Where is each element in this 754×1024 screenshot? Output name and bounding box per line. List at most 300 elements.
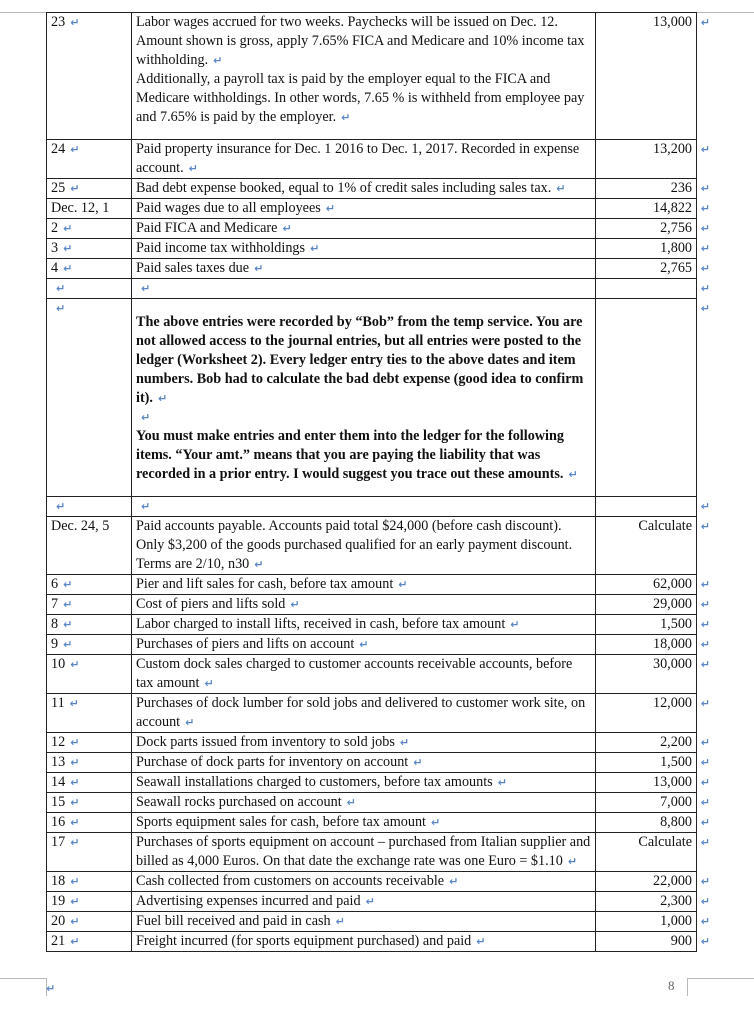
paragraph-mark: ↵ (70, 756, 80, 769)
amount-cell[interactable] (596, 179, 697, 199)
description-cell[interactable] (132, 813, 596, 833)
item-number-cell[interactable] (47, 140, 132, 179)
paragraph-mark: ↵ (70, 796, 80, 809)
paragraph-mark: ↵ (141, 282, 151, 295)
paragraph-mark: ↵ (70, 895, 80, 908)
amount-cell[interactable] (596, 13, 697, 140)
amount-cell[interactable] (596, 793, 697, 813)
row-end-mark: ↵ (700, 815, 710, 829)
paragraph-mark: ↵ (476, 935, 486, 948)
item-number-cell[interactable] (47, 733, 132, 753)
amount-value: 13,000 (652, 774, 692, 790)
paragraph-mark: ↵ (141, 411, 151, 424)
description-paragraph (136, 813, 591, 832)
table-row (47, 773, 697, 793)
table-row (47, 279, 697, 299)
row-end-mark: ↵ (700, 617, 710, 631)
item-number: 19 (51, 893, 66, 909)
item-number-cell[interactable] (47, 655, 132, 694)
table-row (47, 140, 697, 179)
item-number-cell[interactable] (47, 872, 132, 892)
amount-cell[interactable] (596, 773, 697, 793)
description-paragraph (136, 635, 591, 654)
item-number: 20 (51, 913, 66, 929)
row-end-mark: ↵ (700, 755, 710, 769)
paragraph-mark: ↵ (556, 182, 566, 195)
paragraph-mark: ↵ (70, 143, 80, 156)
table-row (47, 199, 697, 219)
row-end-mark: ↵ (700, 301, 710, 315)
transactions-table-body (47, 13, 697, 952)
paragraph-mark: ↵ (56, 282, 66, 295)
description-paragraph (136, 793, 591, 812)
item-number: 7 (51, 596, 59, 612)
amount-value: 1,800 (660, 240, 692, 256)
paragraph-mark: ↵ (282, 222, 292, 235)
row-end-mark: ↵ (700, 775, 710, 789)
description-text: Paid FICA and Medicare (136, 220, 278, 236)
amount-value: 7,000 (660, 794, 692, 810)
table-row (47, 733, 697, 753)
page-number: 8 (668, 978, 675, 993)
description-paragraph (136, 773, 591, 792)
table-row (47, 892, 697, 912)
row-end-mark: ↵ (700, 241, 710, 255)
item-number-cell[interactable] (47, 793, 132, 813)
description-text: Purchases of dock lumber for sold jobs and delivered to customer work site, on account (136, 695, 586, 730)
description-text: Sports equipment sales for cash, before tax amount (136, 814, 426, 830)
row-end-mark: ↵ (700, 142, 710, 156)
table-row (47, 299, 697, 497)
amount-cell[interactable] (596, 833, 697, 872)
item-number: 2 (51, 220, 59, 236)
paragraph-mark: ↵ (359, 638, 369, 651)
amount-value: 8,800 (660, 814, 692, 830)
table-row (47, 912, 697, 932)
row-end-mark: ↵ (700, 835, 710, 849)
description-text: Purchases of piers and lifts on account (136, 636, 355, 652)
paragraph-mark: ↵ (70, 16, 80, 29)
paragraph-mark: ↵ (70, 836, 80, 849)
amount-value: 1,500 (660, 616, 692, 632)
row-end-mark: ↵ (700, 221, 710, 235)
paragraph-mark: ↵ (325, 202, 336, 215)
description-paragraph (136, 408, 591, 427)
row-end-mark: ↵ (700, 577, 710, 591)
item-number-cell[interactable] (47, 517, 132, 575)
item-number-cell[interactable] (47, 833, 132, 872)
item-number-cell[interactable] (47, 892, 132, 912)
table-row (47, 932, 697, 952)
paragraph-mark: ↵ (568, 468, 578, 481)
item-number-cell[interactable] (47, 813, 132, 833)
table-row (47, 694, 697, 733)
amount-value: 236 (670, 180, 692, 196)
description-text: Advertising expenses incurred and paid (136, 893, 361, 909)
paragraph-mark: ↵ (254, 262, 264, 275)
paragraph-mark: ↵ (254, 558, 264, 571)
description-cell[interactable] (132, 833, 596, 872)
paragraph-mark: ↵ (63, 618, 73, 631)
amount-cell[interactable] (596, 615, 697, 635)
description-paragraph (136, 279, 591, 298)
paragraph-mark: ↵ (70, 736, 80, 749)
description-paragraph (136, 655, 591, 693)
paragraph-mark: ↵ (70, 658, 80, 671)
description-paragraph (136, 872, 591, 891)
amount-cell[interactable] (596, 813, 697, 833)
description-cell[interactable] (132, 497, 596, 517)
amount-cell[interactable] (596, 279, 697, 299)
row-end-mark: ↵ (700, 261, 710, 275)
item-number-cell[interactable] (47, 694, 132, 733)
bottom-margin-guide-right (687, 978, 754, 979)
row-end-mark: ↵ (700, 657, 710, 671)
description-paragraph (136, 13, 591, 70)
item-number: Dec. 12, 1 (51, 200, 110, 216)
item-number-cell[interactable] (47, 595, 132, 615)
paragraph-mark: ↵ (63, 222, 73, 235)
item-number: 15 (51, 794, 66, 810)
item-number-cell[interactable] (47, 615, 132, 635)
paragraph-mark: ↵ (70, 875, 80, 888)
table-row (47, 615, 697, 635)
item-number: 18 (51, 873, 66, 889)
description-paragraph (136, 517, 591, 574)
item-number: 14 (51, 774, 66, 790)
amount-cell[interactable] (596, 892, 697, 912)
description-cell[interactable] (132, 179, 596, 199)
row-end-mark: ↵ (700, 181, 710, 195)
amount-cell[interactable] (596, 299, 697, 497)
paragraph-mark: ↵ (567, 855, 578, 868)
item-number: 8 (51, 616, 59, 632)
row-end-mark: ↵ (700, 894, 710, 908)
row-end-mark: ↵ (700, 914, 710, 928)
paragraph-mark: ↵ (341, 111, 351, 124)
amount-cell[interactable] (596, 694, 697, 733)
paragraph-mark: ↵ (63, 638, 73, 651)
description-text: Seawall installations charged to customers, before tax amounts (136, 774, 493, 790)
table-row (47, 219, 697, 239)
bottom-right-vertical-guide (687, 978, 688, 996)
item-number: 25 (51, 180, 66, 196)
amount-cell[interactable] (596, 259, 697, 279)
row-end-mark: ↵ (700, 795, 710, 809)
item-number: 13 (51, 754, 66, 770)
paragraph-mark: ↵ (63, 598, 73, 611)
description-paragraph (136, 313, 591, 408)
amount-cell[interactable] (596, 517, 697, 575)
description-text: Paid income tax withholdings (136, 240, 306, 256)
description-cell[interactable] (132, 793, 596, 813)
item-number: 9 (51, 636, 59, 652)
description-paragraph (136, 497, 591, 516)
description-text: Labor charged to install lifts, received in cash, before tax amount (136, 616, 506, 632)
item-number-cell[interactable] (47, 199, 132, 219)
paragraph-mark: ↵ (335, 915, 345, 928)
amount-cell[interactable] (596, 872, 697, 892)
amount-value: 2,765 (660, 260, 692, 276)
item-number: 17 (51, 834, 66, 850)
table-row (47, 179, 697, 199)
description-cell[interactable] (132, 575, 596, 595)
amount-value: 13,000 (652, 14, 692, 30)
bottom-margin-guide-left (0, 978, 46, 979)
paragraph-mark: ↵ (70, 915, 80, 928)
item-number-cell[interactable] (47, 753, 132, 773)
amount-value: Calculate (638, 834, 692, 850)
description-cell[interactable] (132, 753, 596, 773)
description-text: Bad debt expense booked, equal to 1% of credit sales including sales tax. (136, 180, 552, 196)
paragraph-mark: ↵ (346, 796, 356, 809)
description-paragraph (136, 753, 591, 772)
item-number: 6 (51, 576, 59, 592)
item-number: 10 (51, 656, 66, 672)
description-paragraph (136, 694, 591, 732)
amount-cell[interactable] (596, 239, 697, 259)
table-row (47, 635, 697, 655)
amount-cell[interactable] (596, 199, 697, 219)
item-number-cell[interactable] (47, 299, 132, 497)
table-row (47, 517, 697, 575)
description-text: Custom dock sales charged to customer accounts receivable accounts, before tax amount (136, 656, 573, 691)
description-text: Purchases of sports equipment on account – purchased from Italian supplier and billed as 4,000 Euros. On that date the exchange rate was one Euro = $1.10 (136, 834, 591, 869)
description-paragraph (136, 595, 591, 614)
transactions-table (46, 12, 697, 952)
description-text: Additionally, a payroll tax is paid by the employer equal to the FICA and Medicare withholdings. In other words, 7.65 % is withheld from employee pay and 7.65% is paid by the employer. (136, 71, 585, 125)
paragraph-mark: ↵ (399, 736, 410, 749)
paragraph-mark: ↵ (510, 618, 520, 631)
amount-value: 13,200 (652, 141, 692, 157)
description-paragraph (136, 932, 591, 951)
description-cell[interactable] (132, 199, 596, 219)
description-paragraph (136, 140, 591, 178)
amount-cell[interactable] (596, 595, 697, 615)
description-paragraph (136, 70, 591, 127)
row-end-mark: ↵ (700, 934, 710, 948)
description-cell[interactable] (132, 259, 596, 279)
description-cell[interactable] (132, 140, 596, 179)
amount-cell[interactable] (596, 140, 697, 179)
description-cell[interactable] (132, 892, 596, 912)
description-cell[interactable] (132, 615, 596, 635)
paragraph-mark: ↵ (398, 578, 408, 591)
table-row (47, 259, 697, 279)
item-number-cell[interactable] (47, 259, 132, 279)
description-text: Cost of piers and lifts sold (136, 596, 286, 612)
description-cell[interactable] (132, 13, 596, 140)
item-number: 21 (51, 933, 66, 949)
row-end-mark: ↵ (700, 499, 710, 513)
description-text: Paid accounts payable. Accounts paid total $24,000 (before cash discount). Only $3,200 of the goods purchased qualified for an early payment discount. Terms are 2/10, n30 (136, 518, 573, 572)
table-row (47, 13, 697, 140)
row-end-mark: ↵ (700, 637, 710, 651)
paragraph-mark: ↵ (56, 500, 66, 513)
description-text: Dock parts issued from inventory to sold jobs (136, 734, 395, 750)
amount-cell[interactable] (596, 733, 697, 753)
description-cell[interactable] (132, 517, 596, 575)
amount-value: 62,000 (652, 576, 692, 592)
row-end-mark: ↵ (700, 15, 710, 29)
description-text: Freight incurred (for sports equipment purchased) and paid (136, 933, 472, 949)
item-number-cell[interactable] (47, 279, 132, 299)
amount-cell[interactable] (596, 497, 697, 517)
description-text: Pier and lift sales for cash, before tax amount (136, 576, 394, 592)
paragraph-mark: ↵ (497, 776, 507, 789)
description-text: Paid sales taxes due (136, 260, 250, 276)
description-text: Fuel bill received and paid in cash (136, 913, 331, 929)
item-number-cell[interactable] (47, 497, 132, 517)
description-paragraph (136, 199, 591, 218)
amount-value: 12,000 (652, 695, 692, 711)
item-number-cell[interactable] (47, 932, 132, 952)
row-end-mark: ↵ (700, 696, 710, 710)
description-text: Cash collected from customers on accounts receivable (136, 873, 445, 889)
description-cell[interactable] (132, 655, 596, 694)
table-row (47, 575, 697, 595)
item-number: 24 (51, 141, 66, 157)
paragraph-mark: ↵ (365, 895, 375, 908)
item-number: 23 (51, 14, 66, 30)
description-paragraph (136, 615, 591, 634)
item-number-cell[interactable] (47, 13, 132, 140)
description-cell[interactable] (132, 299, 596, 497)
amount-cell[interactable] (596, 932, 697, 952)
amount-value: 14,822 (652, 200, 692, 216)
description-paragraph (136, 179, 591, 198)
item-number: 16 (51, 814, 66, 830)
description-cell[interactable] (132, 872, 596, 892)
table-row (47, 833, 697, 872)
paragraph-mark: ↵ (70, 935, 80, 948)
amount-cell[interactable] (596, 753, 697, 773)
amount-value: 22,000 (652, 873, 692, 889)
description-cell[interactable] (132, 635, 596, 655)
paragraph-mark: ↵ (70, 182, 80, 195)
paragraph-mark: ↵ (213, 54, 223, 67)
table-row (47, 239, 697, 259)
description-paragraph (136, 912, 591, 931)
top-margin-guide-left (0, 12, 46, 13)
description-paragraph (136, 219, 591, 238)
amount-cell[interactable] (596, 575, 697, 595)
description-cell[interactable] (132, 733, 596, 753)
table-row (47, 872, 697, 892)
amount-cell[interactable] (596, 655, 697, 694)
description-cell[interactable] (132, 219, 596, 239)
description-paragraph (136, 239, 591, 258)
description-text: Purchase of dock parts for inventory on account (136, 754, 409, 770)
description-text: Paid wages due to all employees (136, 200, 321, 216)
item-number: 3 (51, 240, 59, 256)
paragraph-mark: ↵ (310, 242, 320, 255)
description-cell[interactable] (132, 239, 596, 259)
paragraph-mark: ↵ (141, 500, 151, 513)
amount-value: 2,200 (660, 734, 692, 750)
row-end-mark: ↵ (700, 201, 710, 215)
item-number-cell[interactable] (47, 912, 132, 932)
description-text: The above entries were recorded by “Bob” from the temp service. You are not allowed access to the journal entries, but all entries were posted to the ledger (Worksheet 2). Every ledger entry ties to the above dates and item numbers. Bob had to calculate the bad debt expense (good idea to confirm it). (136, 314, 584, 406)
paragraph-mark: ↵ (204, 677, 214, 690)
item-number-cell[interactable] (47, 179, 132, 199)
description-paragraph (136, 259, 591, 278)
row-end-mark: ↵ (700, 281, 710, 295)
amount-value: 1,500 (660, 754, 692, 770)
paragraph-mark: ↵ (63, 262, 73, 275)
amount-value: 2,300 (660, 893, 692, 909)
item-number-cell[interactable] (47, 239, 132, 259)
description-paragraph (136, 833, 591, 871)
description-paragraph (136, 733, 591, 752)
item-number: 12 (51, 734, 66, 750)
paragraph-mark: ↵ (70, 816, 80, 829)
item-number-cell[interactable] (47, 219, 132, 239)
paragraph-mark: ↵ (63, 578, 73, 591)
table-row (47, 813, 697, 833)
description-text: Paid property insurance for Dec. 1 2016 to Dec. 1, 2017. Recorded in expense account. (136, 141, 580, 176)
description-text: You must make entries and enter them into the ledger for the following items. “Your amt.” means that you are paying the liability that was recorded in a prior entry. I would suggest you trace out these amounts. (136, 428, 564, 482)
amount-cell[interactable] (596, 912, 697, 932)
item-number-cell[interactable] (47, 635, 132, 655)
item-number: Dec. 24, 5 (51, 518, 110, 534)
top-margin-guide-right (687, 12, 754, 13)
table-row (47, 655, 697, 694)
description-text: Seawall rocks purchased on account (136, 794, 342, 810)
table-row (47, 753, 697, 773)
description-paragraph (136, 427, 591, 484)
item-number: 11 (51, 695, 65, 711)
paragraph-mark: ↵ (413, 756, 423, 769)
paragraph-mark: ↵ (188, 162, 198, 175)
document-end-paragraph-mark: ↵ (46, 982, 56, 995)
row-end-mark: ↵ (700, 519, 710, 533)
table-row (47, 595, 697, 615)
amount-value: 900 (670, 933, 692, 949)
row-end-mark: ↵ (700, 735, 710, 749)
amount-value: 18,000 (652, 636, 692, 652)
description-cell[interactable] (132, 694, 596, 733)
description-cell[interactable] (132, 595, 596, 615)
table-row (47, 793, 697, 813)
description-paragraph (136, 892, 591, 911)
amount-value: 1,000 (660, 913, 692, 929)
description-text: Labor wages accrued for two weeks. Paychecks will be issued on Dec. 12. Amount shown is gross, apply 7.65% FICA and Medicare and 10% income tax withholding. (136, 14, 585, 68)
amount-cell[interactable] (596, 635, 697, 655)
paragraph-mark: ↵ (290, 598, 300, 611)
paragraph-mark: ↵ (430, 816, 441, 829)
amount-value: 29,000 (652, 596, 692, 612)
description-paragraph (136, 575, 591, 594)
amount-cell[interactable] (596, 219, 697, 239)
amount-value: 2,756 (660, 220, 692, 236)
item-number: 4 (51, 260, 59, 276)
description-cell[interactable] (132, 912, 596, 932)
description-cell[interactable] (132, 773, 596, 793)
description-cell[interactable] (132, 932, 596, 952)
row-end-mark: ↵ (700, 874, 710, 888)
paragraph-mark: ↵ (70, 776, 80, 789)
paragraph-mark: ↵ (449, 875, 459, 888)
description-cell[interactable] (132, 279, 596, 299)
paragraph-mark: ↵ (69, 697, 79, 710)
paragraph-mark: ↵ (185, 716, 195, 729)
item-number-cell[interactable] (47, 773, 132, 793)
paragraph-mark: ↵ (56, 302, 66, 315)
paragraph-mark: ↵ (63, 242, 73, 255)
item-number-cell[interactable] (47, 575, 132, 595)
amount-value: Calculate (638, 518, 692, 534)
